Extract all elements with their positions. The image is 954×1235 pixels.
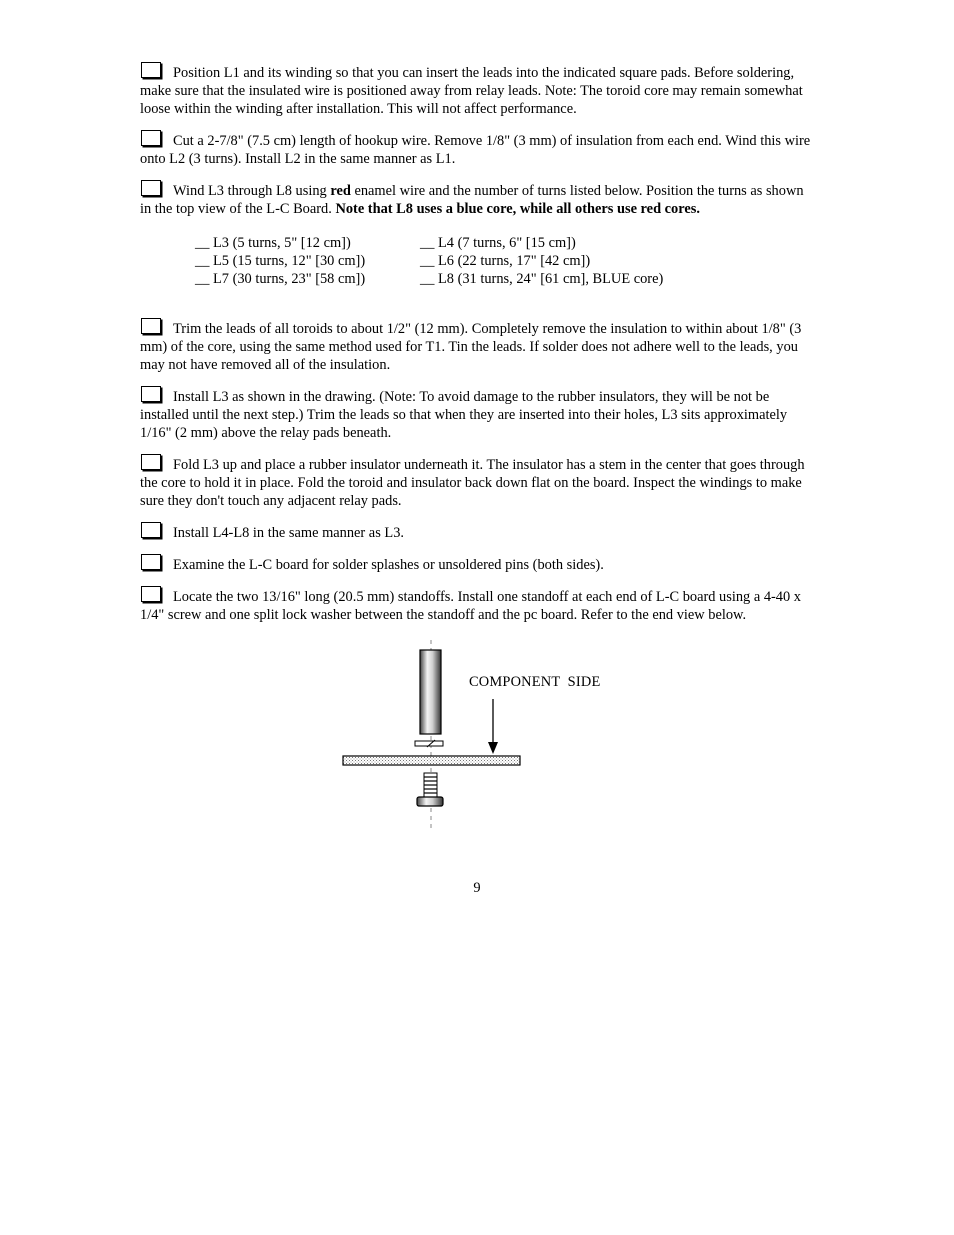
step-position-l1 xyxy=(140,62,815,118)
step-checkbox[interactable] xyxy=(141,586,161,602)
step-text: Trim the leads of all toroids to about 1/2" (12 mm). Completely remove the insulation to within about 1/8" (3 mm) of the core, using the same method used for T1. Tin the leads. If solder does not adhere well to the leads, you may not have removed all of the insulation. xyxy=(140,321,802,373)
step-text: Locate the two 13/16" long (20.5 mm) standoffs. Install one standoff at each end of L-C board using a 4-40 x 1/4" screw and one split lock washer between the standoff and the pc board. Refer to the end view below. xyxy=(140,589,801,623)
standoff xyxy=(420,650,441,734)
step-text: Position L1 and its winding so that you can insert the leads into the indicated square pads. Before soldering, make sure that the insulated wire is positioned away from relay leads. Note: The toroid core may remain somewhat loose within the winding after installation. This will not affect performance. xyxy=(140,65,803,117)
step-text: Fold L3 up and place a rubber insulator underneath it. The insulator has a stem in the center that goes through the core to hold it in place. Fold the toroid and insulator back down flat on the board. Inspect the windings to make sure they don't touch any adjacent relay pads. xyxy=(140,457,805,509)
turns-item: __ L7 (30 turns, 23" [58 cm]) xyxy=(195,271,366,287)
component-side-arrow-head xyxy=(488,742,498,754)
instruction-page xyxy=(140,62,815,636)
step-install-l3 xyxy=(140,386,815,442)
step-text: Cut a 2-7/8" (7.5 cm) length of hookup wire. Remove 1/8" (3 mm) of insulation from each end. Wind this wire onto L2 (3 turns). Install L2 in the same manner as L1. xyxy=(140,133,811,167)
step-checkbox[interactable] xyxy=(141,62,161,78)
step-text-bold-note: Note that L8 uses a blue core, while all others use red cores. xyxy=(335,201,700,217)
turns-item: __ L4 (7 turns, 6" [15 cm]) xyxy=(420,235,576,251)
step-checkbox[interactable] xyxy=(141,318,161,334)
turns-row xyxy=(195,252,815,270)
step-checkbox[interactable] xyxy=(141,554,161,570)
turns-row xyxy=(195,270,815,288)
step-text-pre: Wind L3 through L8 using xyxy=(173,183,331,199)
step-text: Examine the L-C board for solder splashes or unsoldered pins (both sides). xyxy=(173,557,604,573)
step-fold-l3 xyxy=(140,454,815,510)
component-side-label: COMPONENT SIDE xyxy=(469,674,601,690)
page-number: 9 xyxy=(473,880,481,896)
turns-item: __ L8 (31 turns, 24" [61 cm], BLUE core) xyxy=(420,271,664,287)
step-text-bold-red: red xyxy=(330,183,351,199)
screw-head xyxy=(417,797,443,806)
step-text: Install L4-L8 in the same manner as L3. xyxy=(173,525,404,541)
step-examine-board xyxy=(140,554,815,574)
step-checkbox[interactable] xyxy=(141,454,161,470)
step-install-l4-l8 xyxy=(140,522,815,542)
standoff-end-view-diagram xyxy=(340,640,620,830)
turns-item: __ L5 (15 turns, 12" [30 cm]) xyxy=(195,253,366,269)
step-checkbox[interactable] xyxy=(141,522,161,538)
step-text-mid: enamel wire and the number of turns listed below. Position the turns as shown in the top view of the L-C Board. xyxy=(140,183,804,217)
turns-list xyxy=(195,234,815,288)
step-checkbox[interactable] xyxy=(141,386,161,402)
turns-item: __ L6 (22 turns, 17" [42 cm]) xyxy=(420,253,591,269)
pc-board xyxy=(343,756,520,765)
turns-row xyxy=(195,234,815,252)
step-trim-leads xyxy=(140,318,815,374)
step-checkbox[interactable] xyxy=(141,130,161,146)
step-wind-l3-l8 xyxy=(140,180,815,218)
step-wind-l2 xyxy=(140,130,815,168)
turns-item: __ L3 (5 turns, 5" [12 cm]) xyxy=(195,235,351,251)
step-install-standoffs xyxy=(140,586,815,624)
step-checkbox[interactable] xyxy=(141,180,161,196)
step-text: Install L3 as shown in the drawing. (Note: To avoid damage to the rubber insulators, they will be not be installed until the next step.) Trim the leads so that when they are inserted into their holes, L3 sits approximately 1/16" (2 mm) above the relay pads beneath. xyxy=(140,389,788,441)
